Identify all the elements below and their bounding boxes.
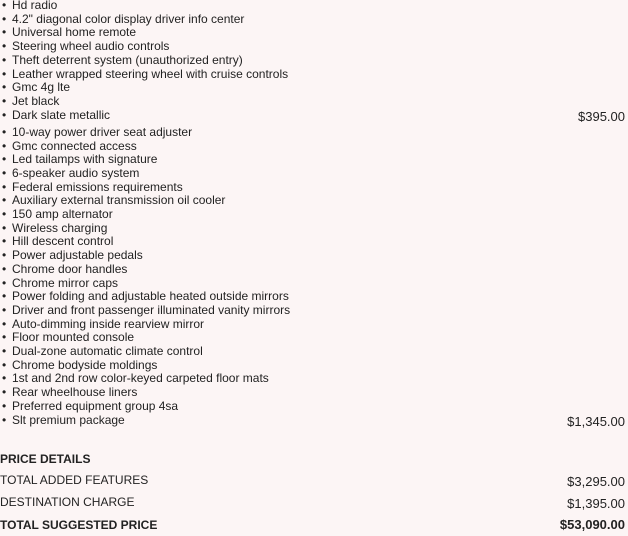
bullet-icon: •: [2, 412, 7, 427]
feature-item: [2, 80, 70, 94]
feature-row: [0, 412, 628, 429]
feature-row: [0, 66, 628, 83]
feature-item: [2, 94, 59, 108]
feature-item: [2, 125, 192, 139]
feature-item: [2, 67, 288, 81]
feature-item: [2, 344, 203, 358]
feature-item: [2, 193, 225, 207]
feature-label: Rear wheelhouse liners: [12, 385, 138, 400]
bullet-icon: •: [2, 261, 7, 276]
feature-item: [2, 12, 244, 26]
feature-item: [2, 371, 269, 385]
feature-item: [2, 166, 139, 180]
total-suggested-price-row: [0, 518, 628, 536]
bullet-icon: •: [2, 66, 7, 81]
feature-label: Auto-dimming inside rearview mirror: [12, 316, 205, 331]
bullet-icon: •: [2, 179, 7, 194]
feature-item: [2, 248, 143, 262]
feature-label: Floor mounted console: [12, 330, 135, 345]
feature-item: [2, 139, 137, 153]
bullet-icon: •: [2, 398, 7, 413]
feature-label: 150 amp alternator: [12, 207, 113, 221]
feature-label: Chrome bodyside moldings: [12, 357, 158, 372]
feature-item: [2, 330, 134, 344]
bullet-icon: •: [2, 344, 7, 358]
feature-item: [2, 276, 118, 290]
feature-item: [2, 399, 178, 413]
bullet-icon: •: [2, 39, 7, 54]
feature-item: [2, 385, 137, 399]
feature-item: [2, 25, 136, 39]
feature-label: Slt premium package: [12, 412, 125, 427]
bullet-icon: •: [2, 316, 7, 331]
feature-label: 6-speaker audio system: [12, 165, 140, 180]
feature-label: Preferred equipment group 4sa: [12, 398, 179, 413]
bullet-icon: •: [2, 152, 7, 167]
feature-label: Leather wrapped steering wheel with cruise controls: [12, 66, 289, 81]
feature-item: [2, 234, 113, 248]
destination-charge-label: DESTINATION CHARGE: [0, 495, 135, 509]
feature-label: Chrome mirror caps: [12, 275, 119, 290]
destination-charge-value: $1,395.00: [567, 496, 625, 511]
feature-item: [2, 108, 110, 122]
feature-item: [2, 358, 157, 372]
price-details-title: PRICE DETAILS: [0, 452, 91, 466]
bullet-icon: •: [2, 220, 7, 235]
bullet-icon: •: [2, 93, 7, 108]
bullet-icon: •: [2, 52, 7, 67]
feature-item: [2, 180, 183, 194]
feature-label: Federal emissions requirements: [12, 179, 183, 194]
feature-label: 10-way power driver seat adjuster: [12, 124, 193, 139]
feature-row: [0, 82, 628, 96]
bullet-icon: •: [2, 302, 7, 317]
feature-label: Steering wheel audio controls: [12, 39, 170, 54]
total-added-features-label: TOTAL ADDED FEATURES: [0, 473, 149, 487]
feature-label: Dark slate metallic: [12, 107, 111, 122]
feature-label: Auxiliary external transmission oil cooler: [12, 193, 226, 208]
bullet-icon: •: [2, 25, 7, 40]
feature-label: Chrome door handles: [12, 261, 128, 276]
bullet-icon: •: [2, 80, 7, 95]
total-added-features-value: $3,295.00: [567, 474, 625, 489]
feature-label: Led tailamps with signature: [12, 152, 158, 167]
destination-charge-row: [0, 495, 628, 513]
feature-row: [0, 107, 628, 124]
total-suggested-price-value: $53,090.00: [559, 517, 625, 532]
bullet-icon: •: [2, 0, 7, 12]
feature-label: Universal home remote: [12, 25, 137, 40]
bullet-icon: •: [2, 207, 7, 221]
total-added-features-row: [0, 473, 628, 491]
feature-item: [2, 303, 290, 317]
feature-label: Theft deterrent system (unauthorized entry): [12, 52, 243, 67]
bullet-icon: •: [2, 11, 7, 26]
feature-item: [2, 152, 157, 166]
feature-label: Power folding and adjustable heated outside mirrors: [12, 289, 289, 304]
bullet-icon: •: [2, 124, 7, 139]
feature-label: Driver and front passenger illuminated vanity mirrors: [12, 302, 291, 317]
feature-label: Wireless charging: [12, 220, 108, 235]
bullet-icon: •: [2, 289, 7, 304]
feature-label: Gmc 4g lte: [12, 80, 71, 95]
feature-item: [2, 262, 127, 276]
bullet-icon: •: [2, 248, 7, 263]
feature-label: Hill descent control: [12, 234, 114, 249]
bullet-icon: •: [2, 330, 7, 345]
bullet-icon: •: [2, 371, 7, 386]
feature-item: [2, 53, 243, 67]
feature-price: $395.00: [578, 108, 625, 124]
feature-label: Jet black: [12, 93, 60, 108]
bullet-icon: •: [2, 275, 7, 290]
feature-label: 1st and 2nd row color-keyed carpeted floor mats: [12, 371, 269, 386]
feature-item: [2, 0, 57, 12]
feature-label: Gmc connected access: [12, 138, 137, 153]
bullet-icon: •: [2, 385, 7, 400]
bullet-icon: •: [2, 138, 7, 153]
feature-item: [2, 39, 169, 53]
feature-label: 4.2" diagonal color display driver info center: [12, 11, 245, 26]
feature-price: $1,345.00: [567, 413, 625, 429]
feature-label: Dual-zone automatic climate control: [12, 344, 203, 358]
total-suggested-price-label: TOTAL SUGGESTED PRICE: [0, 518, 158, 532]
bullet-icon: •: [2, 165, 7, 180]
feature-item: [2, 317, 204, 331]
feature-item: [2, 413, 125, 427]
feature-item: [2, 221, 107, 235]
feature-label: Hd radio: [12, 0, 58, 12]
bullet-icon: •: [2, 357, 7, 372]
feature-label: Power adjustable pedals: [12, 248, 143, 263]
feature-item: [2, 207, 113, 221]
bullet-icon: •: [2, 234, 7, 249]
bullet-icon: •: [2, 107, 7, 122]
bullet-icon: •: [2, 193, 7, 208]
feature-item: [2, 289, 289, 303]
